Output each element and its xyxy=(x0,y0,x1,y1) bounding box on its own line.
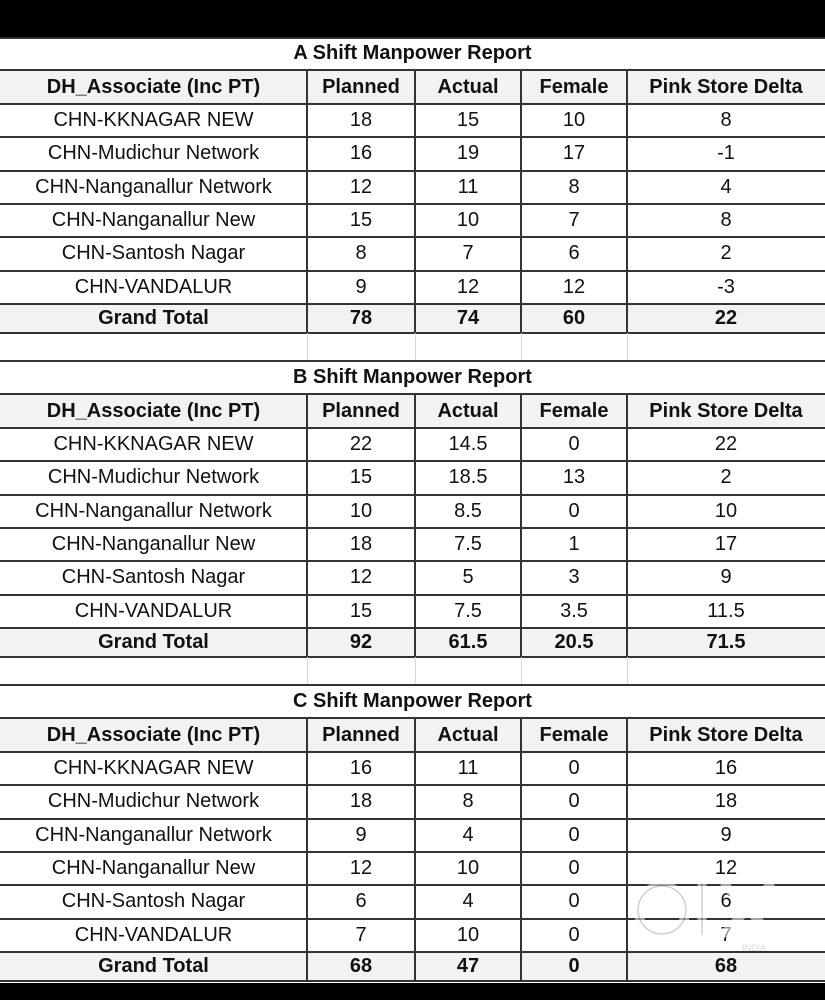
table-cell: 2 xyxy=(720,242,732,265)
table-cell: CHN-KKNAGAR NEW xyxy=(53,757,254,780)
spreadsheet xyxy=(0,37,825,983)
column-header: Planned xyxy=(307,394,415,428)
table-cell: 7 xyxy=(462,242,474,265)
gridline xyxy=(307,333,308,361)
horizontal-rule xyxy=(0,527,825,529)
table-cell: 18 xyxy=(349,533,373,556)
table-cell: 0 xyxy=(568,857,580,880)
table-cell: CHN-Santosh Nagar xyxy=(61,242,246,265)
report-title: B Shift Manpower Report xyxy=(293,366,532,388)
table-cell: 10 xyxy=(456,923,480,946)
table-cell: 18 xyxy=(349,790,373,813)
table-cell: 9 xyxy=(355,823,367,846)
olx-watermark-logo xyxy=(630,865,800,955)
gridline xyxy=(521,657,522,685)
table-cell: 9 xyxy=(355,275,367,298)
vertical-rule xyxy=(306,70,308,333)
horizontal-rule xyxy=(0,69,825,71)
table-cell: CHN-VANDALUR xyxy=(74,275,233,298)
vertical-rule xyxy=(306,718,308,981)
grand-total-cell: 0 xyxy=(521,952,627,981)
table-cell: CHN-Mudichur Network xyxy=(47,790,260,813)
vertical-rule xyxy=(520,718,522,981)
table-cell: 6 xyxy=(355,890,367,913)
table-cell: 18 xyxy=(714,790,738,813)
vertical-rule xyxy=(626,394,628,657)
vertical-rule xyxy=(414,394,416,657)
horizontal-rule xyxy=(0,37,825,39)
table-cell: 0 xyxy=(568,890,580,913)
table-cell: 11 xyxy=(457,757,479,780)
table-cell: 7 xyxy=(355,923,367,946)
table-cell: 15 xyxy=(349,209,373,232)
table-cell: 8 xyxy=(568,175,580,198)
column-header: Female xyxy=(521,70,627,104)
table-cell: 15 xyxy=(349,599,373,622)
table-cell: CHN-Nanganallur Network xyxy=(35,175,272,198)
table-cell: 18.5 xyxy=(448,466,488,489)
table-cell: 4 xyxy=(462,890,474,913)
table-cell: 6 xyxy=(720,890,732,913)
column-header: DH_Associate (Inc PT) xyxy=(0,718,307,752)
table-cell: 16 xyxy=(714,757,738,780)
gridline xyxy=(627,657,628,685)
table-cell: 10 xyxy=(456,857,480,880)
horizontal-rule xyxy=(0,594,825,596)
column-header: Female xyxy=(521,718,627,752)
gridline xyxy=(415,657,416,685)
horizontal-rule xyxy=(0,717,825,719)
column-header: Planned xyxy=(307,70,415,104)
table-cell: CHN-Nanganallur Network xyxy=(35,823,272,846)
table-cell: 8 xyxy=(462,790,474,813)
horizontal-rule xyxy=(0,751,825,753)
report-title: A Shift Manpower Report xyxy=(293,42,532,64)
vertical-rule xyxy=(414,718,416,981)
horizontal-rule xyxy=(0,684,825,686)
table-cell: 15 xyxy=(349,466,373,489)
column-header: Actual xyxy=(415,394,521,428)
table-cell: 7 xyxy=(568,209,580,232)
horizontal-rule xyxy=(0,818,825,820)
table-cell: 12 xyxy=(456,275,480,298)
table-cell: 0 xyxy=(568,757,580,780)
table-cell: 12 xyxy=(349,175,373,198)
grand-total-cell: Grand Total xyxy=(0,628,307,657)
horizontal-rule xyxy=(0,851,825,853)
table-cell: -1 xyxy=(717,142,735,165)
grand-total-cell: Grand Total xyxy=(0,304,307,333)
grand-total-cell: 74 xyxy=(415,304,521,333)
table-cell: CHN-VANDALUR xyxy=(74,923,233,946)
horizontal-rule xyxy=(0,170,825,172)
grand-total-cell: 71.5 xyxy=(627,628,825,657)
table-cell: 19 xyxy=(456,142,480,165)
table-cell: 6 xyxy=(568,242,580,265)
vertical-rule xyxy=(626,718,628,981)
table-cell: 0 xyxy=(568,433,580,456)
column-header: Planned xyxy=(307,718,415,752)
table-cell: CHN-KKNAGAR NEW xyxy=(53,433,254,456)
table-cell: CHN-Nanganallur New xyxy=(51,857,256,880)
table-cell: 8 xyxy=(720,209,732,232)
table-cell: 1 xyxy=(568,533,580,556)
grand-total-cell: Grand Total xyxy=(0,952,307,981)
olx-india-text: INDIA xyxy=(742,943,767,953)
table-cell: CHN-Nanganallur New xyxy=(51,209,256,232)
grand-total-cell: 68 xyxy=(307,952,415,981)
horizontal-rule xyxy=(0,303,825,305)
horizontal-rule xyxy=(0,494,825,496)
column-header: Pink Store Delta xyxy=(627,394,825,428)
grand-total-cell: 92 xyxy=(307,628,415,657)
grand-total-cell: 20.5 xyxy=(521,628,627,657)
table-cell: 22 xyxy=(714,433,738,456)
table-cell: 0 xyxy=(568,790,580,813)
column-header: Pink Store Delta xyxy=(627,70,825,104)
vertical-rule xyxy=(306,394,308,657)
table-cell: CHN-Nanganallur New xyxy=(51,533,256,556)
horizontal-rule xyxy=(0,784,825,786)
table-cell: 8.5 xyxy=(454,499,482,522)
horizontal-rule xyxy=(0,656,825,658)
table-cell: -3 xyxy=(717,275,735,298)
grand-total-cell: 78 xyxy=(307,304,415,333)
horizontal-rule xyxy=(0,270,825,272)
horizontal-rule xyxy=(0,627,825,629)
table-cell: 15 xyxy=(456,109,480,132)
grand-total-cell: 22 xyxy=(627,304,825,333)
table-cell: 12 xyxy=(349,857,373,880)
horizontal-rule xyxy=(0,203,825,205)
table-cell: 7 xyxy=(720,923,732,946)
grand-total-cell: 60 xyxy=(521,304,627,333)
column-header: Actual xyxy=(415,718,521,752)
table-cell: CHN-VANDALUR xyxy=(74,599,233,622)
table-cell: 17 xyxy=(714,533,738,556)
horizontal-rule xyxy=(0,136,825,138)
table-cell: 12 xyxy=(562,275,586,298)
table-cell: 9 xyxy=(720,823,732,846)
horizontal-rule xyxy=(0,427,825,429)
table-cell: 16 xyxy=(349,142,373,165)
table-cell: 10 xyxy=(456,209,480,232)
table-cell: CHN-Mudichur Network xyxy=(47,142,260,165)
table-cell: 16 xyxy=(349,757,373,780)
table-cell: 18 xyxy=(349,109,373,132)
horizontal-rule xyxy=(0,980,825,982)
table-cell: 17 xyxy=(562,142,586,165)
gridline xyxy=(521,333,522,361)
table-cell: CHN-Mudichur Network xyxy=(47,466,260,489)
horizontal-rule xyxy=(0,332,825,334)
table-cell: 3 xyxy=(568,566,580,589)
vertical-rule xyxy=(520,70,522,333)
table-cell: CHN-Santosh Nagar xyxy=(61,890,246,913)
grand-total-cell: 61.5 xyxy=(415,628,521,657)
table-cell: 0 xyxy=(568,823,580,846)
table-cell: 11.5 xyxy=(707,599,745,622)
vertical-rule xyxy=(414,70,416,333)
horizontal-rule xyxy=(0,560,825,562)
column-header: Female xyxy=(521,394,627,428)
table-cell: 10 xyxy=(714,499,738,522)
report-title: C Shift Manpower Report xyxy=(293,690,532,712)
table-cell: 12 xyxy=(349,566,373,589)
vertical-rule xyxy=(626,70,628,333)
column-header: DH_Associate (Inc PT) xyxy=(0,394,307,428)
olx-logo-shape xyxy=(638,883,770,935)
table-cell: CHN-Santosh Nagar xyxy=(61,566,246,589)
table-cell: 10 xyxy=(349,499,373,522)
horizontal-rule xyxy=(0,460,825,462)
horizontal-rule xyxy=(0,236,825,238)
grand-total-cell: 47 xyxy=(415,952,521,981)
table-cell: 5 xyxy=(462,566,474,589)
table-cell: CHN-Nanganallur Network xyxy=(35,499,272,522)
vertical-rule xyxy=(520,394,522,657)
table-cell: 7.5 xyxy=(454,533,482,556)
table-cell: 4 xyxy=(462,823,474,846)
table-cell: 12 xyxy=(714,857,738,880)
table-cell: 10 xyxy=(562,109,586,132)
column-header: Actual xyxy=(415,70,521,104)
table-cell: 22 xyxy=(349,433,373,456)
gridline xyxy=(307,657,308,685)
table-cell: 2 xyxy=(720,466,732,489)
table-cell: 0 xyxy=(568,923,580,946)
table-cell: 7.5 xyxy=(454,599,482,622)
gridline xyxy=(415,333,416,361)
table-cell: 13 xyxy=(562,466,586,489)
table-cell: 3.5 xyxy=(560,599,588,622)
table-cell: 8 xyxy=(720,109,732,132)
table-cell: 4 xyxy=(720,175,732,198)
grand-total-cell: 68 xyxy=(627,952,825,981)
gridline xyxy=(627,333,628,361)
horizontal-rule xyxy=(0,360,825,362)
horizontal-rule xyxy=(0,393,825,395)
table-cell: 9 xyxy=(720,566,732,589)
horizontal-rule xyxy=(0,103,825,105)
column-header: DH_Associate (Inc PT) xyxy=(0,70,307,104)
column-header: Pink Store Delta xyxy=(627,718,825,752)
table-cell: CHN-KKNAGAR NEW xyxy=(53,109,254,132)
table-cell: 14.5 xyxy=(448,433,488,456)
table-cell: 0 xyxy=(568,499,580,522)
table-cell: 8 xyxy=(355,242,367,265)
table-cell: 11 xyxy=(457,175,479,198)
